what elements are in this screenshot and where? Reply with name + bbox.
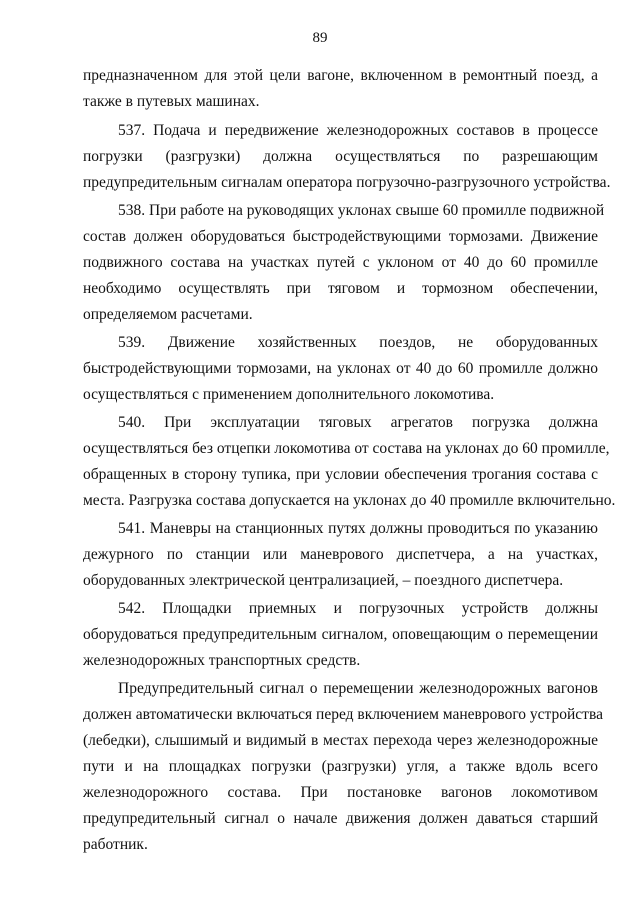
paragraph-signal-line: Предупредительный сигнал о перемещении железнодорожных вагонов (118, 680, 598, 697)
paragraph-539-line: быстродействующими тормозами, на уклонах от 40 до 60 промилле должно (83, 360, 598, 377)
paragraph-538-line: 538. При работе на руководящих уклонах свыше 60 промилле подвижной (118, 202, 605, 219)
paragraph-signal-line: должен автоматически включаться перед включением маневрового устройства (83, 706, 603, 723)
paragraph-537-line: предупредительным сигналам оператора погрузочно-разгрузочного устройства. (83, 174, 611, 191)
paragraph-539-line: осуществляться с применением дополнительного локомотива. (83, 386, 495, 403)
paragraph-538-line: подвижного состава на участках путей с уклоном от 40 до 60 промилле (83, 254, 598, 271)
paragraph-540-line: 540. При эксплуатации тяговых агрегатов погрузка должна (118, 414, 598, 431)
paragraph-542-line: 542. Площадки приемных и погрузочных устройств должны (118, 600, 598, 617)
paragraph-signal-line: работник. (83, 836, 148, 853)
paragraph-539-line: 539. Движение хозяйственных поездов, не оборудованных (118, 334, 598, 351)
paragraph-540-line: места. Разгрузка состава допускается на уклонах до 40 промилле включительно. (83, 492, 616, 509)
paragraph-540-line: осуществляться без отцепки локомотива от состава на уклонах до 60 промилле, (83, 440, 610, 457)
paragraph-537-line: погрузки (разгрузки) должна осуществляться по разрешающим (83, 148, 598, 165)
paragraph-541-line: оборудованных электрической централизацией, – поездного диспетчера. (83, 572, 564, 589)
paragraph-538-line: необходимо осуществлять при тяговом и тормозном обеспечении, (83, 280, 598, 297)
paragraph-540-line: обращенных в сторону тупика, при условии обеспечения трогания состава с (83, 466, 598, 483)
paragraph-541-line: дежурного по станции или маневрового диспетчера, а на участках, (83, 546, 598, 563)
paragraph-signal-line: предупредительный сигнал о начале движения должен даваться старший (83, 810, 598, 827)
page-number: 89 (312, 30, 328, 46)
paragraph-542-line: железнодорожных транспортных средств. (83, 652, 361, 669)
paragraph-signal-line: железнодорожного состава. При постановке вагонов локомотивом (83, 784, 598, 801)
paragraph-537-line: 537. Подача и передвижение железнодорожных составов в процессе (118, 122, 598, 139)
paragraph-538-line: состав должен оборудоваться быстродействующими тормозами. Движение (83, 228, 598, 245)
paragraph-signal-line: (лебедки), слышимый и видимый в местах перехода через железнодорожные (83, 732, 598, 749)
paragraph-542-line: оборудоваться предупредительным сигналом, оповещающим о перемещении (83, 626, 598, 643)
paragraph-538-line: определяемом расчетами. (83, 306, 253, 323)
paragraph-signal-line: пути и на площадках погрузки (разгрузки) угля, а также вдоль всего (83, 758, 598, 775)
paragraph-541-line: 541. Маневры на станционных путях должны проводиться по указанию (118, 520, 598, 537)
paragraph-line: также в путевых машинах. (83, 93, 260, 110)
paragraph-line: предназначенном для этой цели вагоне, включенном в ремонтный поезд, а (83, 67, 598, 84)
